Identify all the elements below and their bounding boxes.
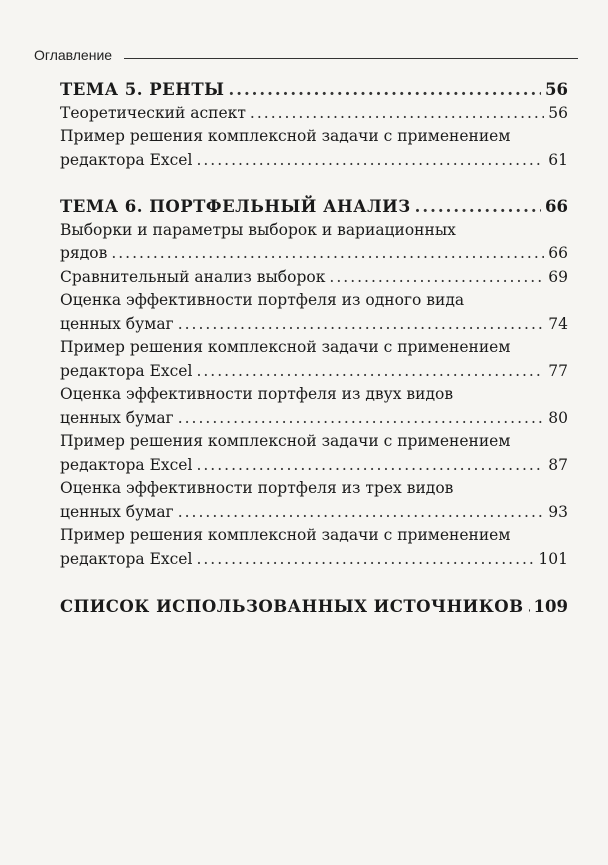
toc-entry (60, 360, 568, 384)
toc-entry-first-line: Выборки и параметры выборок и вариационных (60, 220, 456, 239)
leader-dots (528, 595, 530, 619)
toc-entry-first-line: Оценка эффективности портфеля из одного вида (60, 291, 465, 309)
toc-entry (60, 266, 568, 290)
toc-entry (60, 313, 568, 337)
toc-entry-title: ценных бумаг (60, 408, 174, 427)
leader-dots (178, 501, 545, 525)
toc-entry-first-line: Оценка эффективности портфеля из трех видов (60, 479, 454, 497)
toc-entry-title: редактора Excel (60, 361, 193, 380)
toc-heading-title: ТЕМА 6. ПОРТФЕЛЬНЫЙ АНАЛИЗ (60, 197, 411, 216)
toc-page-number: 77 (548, 361, 568, 380)
header-title: Оглавление (34, 47, 113, 63)
toc-page-number: 109 (533, 597, 568, 616)
spacer (60, 571, 568, 595)
leader-dots (111, 242, 544, 266)
toc-entry-first-line: Оценка эффективности портфеля из двух видов (60, 385, 454, 403)
toc-entry-title: Сравнительный анализ выборок (60, 267, 326, 286)
toc-entry-first-line: Пример решения комплексной задачи с применением (60, 526, 511, 544)
table-of-contents (60, 78, 568, 619)
toc-heading (60, 78, 568, 102)
toc-page-number: 93 (548, 502, 568, 521)
toc-page-number: 66 (545, 197, 568, 216)
toc-heading-title: ТЕМА 5. РЕНТЫ (60, 80, 225, 99)
toc-page-number: 69 (548, 267, 568, 286)
toc-entry (60, 501, 568, 525)
header-rule (124, 58, 578, 59)
toc-page-number: 66 (548, 244, 568, 262)
leader-dots (228, 78, 541, 102)
toc-page-number: 56 (545, 80, 568, 99)
toc-entry (60, 242, 568, 266)
toc-entry (60, 454, 568, 478)
leader-dots (415, 195, 541, 219)
toc-heading (60, 195, 568, 219)
toc-heading (60, 595, 568, 619)
spacer (60, 172, 568, 195)
toc-entry-first-line: Пример решения комплексной задачи с применением (60, 127, 511, 145)
toc-entry-title: ценных бумаг (60, 502, 174, 521)
leader-dots (196, 149, 544, 173)
toc-page-number: 87 (548, 455, 568, 474)
toc-entry-first-line: Пример решения комплексной задачи с применением (60, 432, 511, 450)
toc-entry-title: редактора Excel (60, 455, 193, 474)
toc-entry-title: редактора Excel (60, 150, 193, 169)
leader-dots (196, 454, 544, 478)
page-header (34, 47, 578, 63)
leader-dots (178, 407, 545, 431)
toc-page-number: 80 (548, 408, 568, 427)
toc-entry-title: ценных бумаг (60, 314, 174, 333)
toc-page-number: 74 (548, 314, 568, 333)
leader-dots (178, 313, 545, 337)
toc-entry (60, 548, 568, 572)
toc-entry (60, 102, 568, 126)
toc-heading-title: СПИСОК ИСПОЛЬЗОВАННЫХ ИСТОЧНИКОВ (60, 597, 524, 616)
toc-entry-title: редактора Excel (60, 549, 193, 568)
toc-page-number: 56 (548, 103, 568, 122)
leader-dots (196, 360, 544, 384)
toc-entry (60, 407, 568, 431)
leader-dots (250, 102, 544, 126)
toc-entry (60, 149, 568, 173)
toc-page-number: 61 (548, 150, 568, 169)
toc-entry-title: Теоретический аспект (60, 103, 246, 122)
toc-entry-first-line: Пример решения комплексной задачи с применением (60, 338, 511, 356)
toc-entry-title: рядов (60, 244, 108, 262)
leader-dots (329, 266, 544, 290)
toc-page-number: 101 (538, 549, 568, 568)
leader-dots (196, 548, 534, 572)
